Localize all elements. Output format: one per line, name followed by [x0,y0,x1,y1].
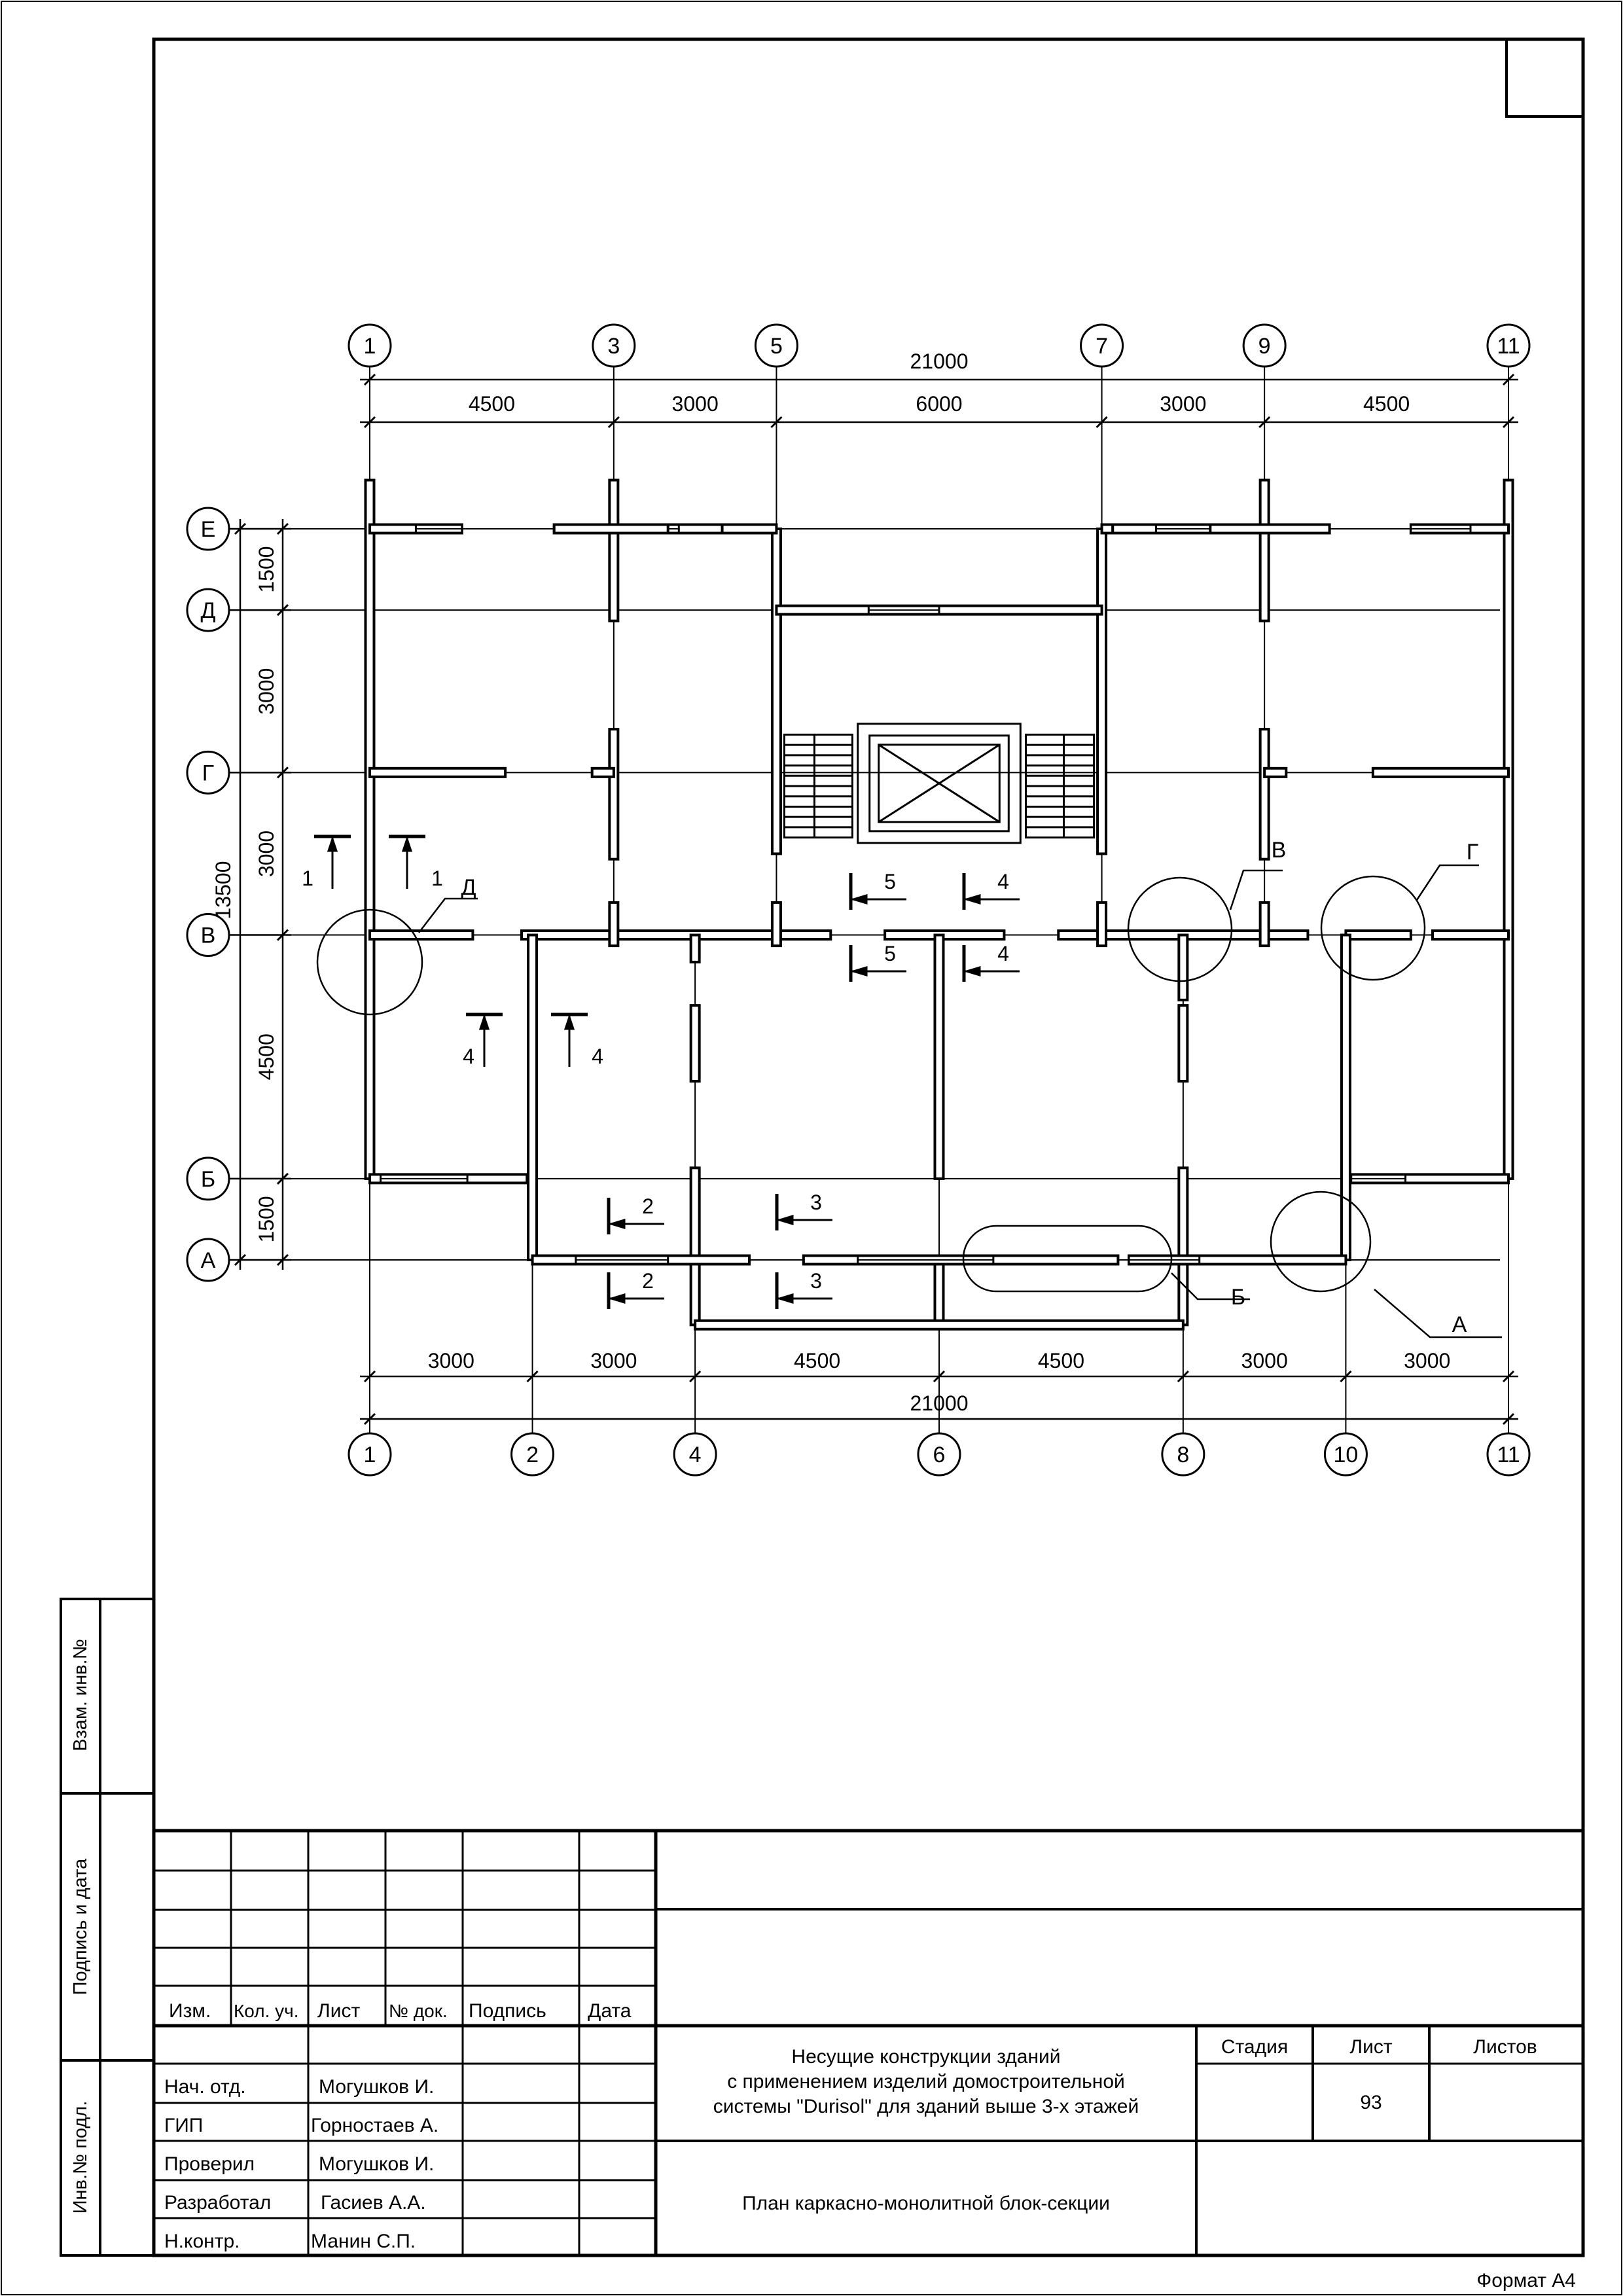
format-label: Формат А4 [1476,2270,1576,2291]
axis-row-Д-label: Д [200,598,216,624]
callout-leader-V [1230,870,1283,910]
section-5b-arrow [853,967,866,975]
wall [609,903,618,946]
sheet-edge [1,1,1622,2295]
axis-bottom-10-label: 10 [1333,1443,1359,1467]
wall [1373,768,1508,777]
wall-axis-8-low [1179,1168,1187,1325]
section-3a-arrow [779,1216,793,1224]
wall [370,768,505,777]
section-4a-label: 4 [463,1045,474,1068]
header-doc: № док. [389,2001,448,2021]
name-norm-control: Манин С.П. [311,2231,416,2252]
revision-headers [169,2000,632,2022]
wall [370,931,473,939]
dim-top-1: 3000 [671,392,719,416]
dim-left-4: 1500 [255,1196,278,1243]
callout-leader-D [419,899,478,933]
axis-bottom-6-label: 6 [933,1443,946,1467]
section-1b-arrow [403,839,411,851]
dim-top-0: 4500 [468,392,516,416]
header-count: Кол. уч. [234,2001,299,2021]
name-developed: Гасиев А.А. [321,2192,426,2214]
dim-left-total: 13500 [211,861,235,920]
sheet-title: План каркасно-монолитной блок-секции [742,2193,1110,2214]
header-change: Изм. [169,2000,211,2022]
stairs-and-elevator [784,724,1094,843]
axis-top-11-label: 11 [1497,334,1520,359]
wall-stair-left [772,529,781,853]
callout-circle-A [1271,1192,1370,1291]
wall-stair-right [1097,529,1106,853]
callout-label-D: Д [461,875,476,900]
wall [1260,903,1269,946]
wall [1179,935,1187,1000]
name-dept-head: Могушков И. [319,2076,435,2098]
section-4c-arrow [967,895,980,903]
dim-bottom-4: 3000 [1241,1349,1288,1372]
sheets-header: Листов [1473,2036,1537,2058]
dim-left-0: 1500 [255,546,278,593]
wall-axis-9-top [1260,480,1269,621]
wall-axis-3-mid [609,729,618,859]
side-label-sign: Подпись и дата [70,1858,91,1996]
section-3b-label: 3 [810,1269,822,1293]
dim-top-3: 3000 [1160,392,1207,416]
wall [1346,931,1410,939]
wall-basement [695,1321,1183,1329]
section-2a-arrow [611,1220,624,1228]
wall [691,935,700,962]
wall [722,525,777,533]
wall [554,525,668,533]
callout-label-A: А [1452,1312,1467,1337]
stage-header: Стадия [1221,2036,1289,2058]
dim-left-1: 3000 [255,668,278,715]
wall-axis-4-low [691,1168,700,1325]
callout-leader-A [1374,1289,1502,1337]
axis-row-А-label: А [200,1248,216,1273]
axis-row-Б-label: Б [200,1166,216,1192]
callout-label-B: Б [1230,1285,1246,1310]
section-2b-label: 2 [642,1269,654,1293]
wall-axis-3-top [609,480,618,621]
wall [1264,768,1286,777]
dim-left-3: 4500 [255,1033,278,1081]
wall [1433,931,1508,939]
dim-top-4: 4500 [1363,392,1410,416]
wall [522,931,830,939]
wall [772,903,781,946]
section-1a-label: 1 [302,867,313,890]
project-title-line-3: системы "Durisol" для зданий выше 3-х этажей [713,2096,1139,2117]
dim-left-2: 3000 [255,830,278,878]
section-marks [302,836,1020,1309]
wall [1102,525,1113,533]
axis-row-Е-label: Е [200,517,216,542]
dim-bottom-total: 21000 [910,1391,969,1415]
project-title-line-1: Несущие конструкции зданий [791,2046,1061,2068]
dim-bottom-3: 4500 [1037,1349,1085,1372]
name-checked: Могушков И. [319,2153,435,2175]
dim-bottom-0: 3000 [427,1349,474,1372]
wall-right [1505,480,1513,1179]
axis-bottom-11-label: 11 [1497,1443,1520,1467]
wall [1097,903,1106,946]
callout-circle-G [1321,876,1425,980]
header-signature: Подпись [469,2000,546,2022]
wall [691,1005,700,1081]
role-norm-control: Н.контр. [164,2231,240,2252]
sheet-header: Лист [1349,2036,1393,2058]
corner-box [1507,39,1583,117]
side-label-inventory: Инв.№ подл. [70,2100,91,2214]
section-5a-label: 5 [884,870,896,893]
section-3b-arrow [779,1295,793,1302]
callout-leader-G [1417,865,1479,900]
floor-plan [187,325,1529,1475]
callout-label-V: В [1271,838,1287,863]
axis-top-7-label: 7 [1096,334,1109,359]
wall-left [366,480,374,1179]
section-4d-label: 4 [997,942,1009,965]
axis-top-9-label: 9 [1258,334,1271,359]
role-checked: Проверил [164,2153,255,2175]
wall-axis-10 [1342,935,1350,1260]
axis-bottom-8-label: 8 [1177,1443,1190,1467]
dim-top-2: 6000 [916,392,963,416]
role-developed: Разработал [164,2192,272,2214]
axis-bottom-1-label: 1 [363,1443,376,1467]
wall-axis-2 [528,935,537,1260]
wall-axis-6 [935,935,944,1179]
axis-top-1-label: 1 [363,334,376,359]
wall [1179,1005,1187,1081]
dim-top-total: 21000 [910,350,969,373]
side-label-replace: Взам. инв.№ [70,1639,91,1751]
role-dept-head: Нач. отд. [164,2076,246,2098]
header-sheet: Лист [317,2000,361,2022]
axis-top-5-label: 5 [770,334,783,359]
dim-bottom-5: 3000 [1404,1349,1451,1372]
axis-row-Г-label: Г [202,761,215,786]
section-2a-label: 2 [642,1194,654,1218]
section-1a-arrow [329,839,336,851]
dim-bottom-2: 4500 [793,1349,841,1372]
section-4c-label: 4 [997,870,1009,893]
axis-bottom-4-label: 4 [688,1443,702,1467]
sheet-number: 93 [1360,2092,1382,2113]
wall [1210,525,1329,533]
callout-label-G: Г [1466,840,1479,865]
section-4d-arrow [967,967,980,975]
section-4b-arrow [565,1017,573,1029]
wall [592,768,614,777]
project-title-line-2: с применением изделий домостроительной [727,2071,1125,2092]
wall [935,1260,944,1325]
role-chief-engineer: ГИП [164,2115,204,2136]
axis-row-В-label: В [200,923,216,948]
section-5b-label: 5 [884,942,896,965]
axis-bottom-2-label: 2 [526,1443,539,1467]
name-chief-engineer: Горностаев А. [311,2115,439,2136]
section-2b-arrow [611,1295,624,1302]
dim-bottom-1: 3000 [590,1349,637,1372]
section-4b-label: 4 [592,1045,603,1068]
wall-axis-9-mid [1260,729,1269,859]
section-3a-label: 3 [810,1191,822,1214]
section-4a-arrow [480,1017,488,1029]
section-5a-arrow [853,895,866,903]
axis-top-3-label: 3 [607,334,620,359]
section-1b-label: 1 [431,867,443,890]
header-date: Дата [588,2000,632,2022]
